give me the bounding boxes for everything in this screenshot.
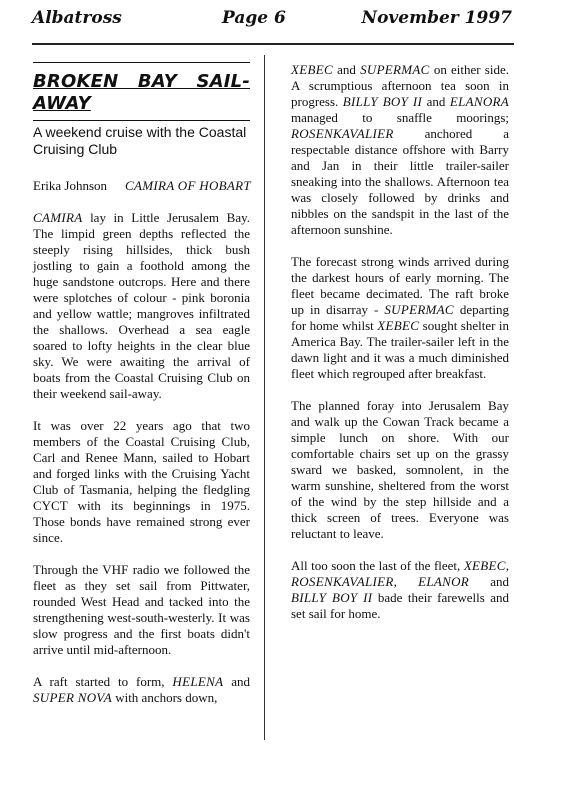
paragraph-text: All too soon the last of the fleet,: [291, 558, 464, 573]
boat-name: ROSENKAVALIER: [291, 126, 394, 141]
boat-name: XEBEC: [291, 62, 333, 77]
paragraph: The planned foray into Jerusalem Bay and walk up the Cowan Track became a simple lunch on shore. With our comfortable chairs set up on the grassy sward we basked, somnolent, in the warm sunshine, sheltered from the worst of the wind by the step hillside and a thick screen of trees. Everyone was reluctant to leave.: [291, 398, 509, 541]
paragraph-text: bade their farewells and set sail for home.: [291, 590, 509, 621]
article-subtitle: A weekend cruise with the Coastal Cruising Club: [33, 124, 247, 157]
paragraph: [33, 674, 250, 706]
header-rule: [32, 43, 514, 45]
paragraph-text: A raft started to form,: [33, 674, 173, 689]
newsletter-name: Albatross: [32, 8, 122, 28]
paragraph: [291, 558, 509, 622]
paragraph-text: ,: [505, 558, 509, 573]
boat-name: SUPER NOVA: [33, 690, 112, 705]
author-name: Erika Johnson: [33, 178, 108, 193]
paragraph-text: and: [422, 94, 450, 109]
boat-name: SUPERMAC: [360, 62, 430, 77]
paragraph-text: sought shelter in America Bay. The trailer-sailer left in the dawn light and it was a much diminished fleet which regrouped after breakfast.: [291, 318, 510, 381]
article-title: BROKEN BAY SAIL-AWAY: [33, 71, 250, 114]
paragraph-text: anchored a respectable distance offshore with Barry and Jan in their little trailer-sailer sneaking into the shallows. Afternoon tea was closely followed by drinks and nibbles on the sandspit in the last of the afternoon sunshine.: [291, 126, 509, 237]
paragraph: [33, 210, 250, 402]
boat-name: CAMIRA: [33, 210, 83, 225]
boat-name: XEBEC: [463, 558, 506, 573]
boat-name: BILLY BOY II: [291, 590, 373, 605]
page-header: [32, 8, 512, 32]
boat-name: ELANORA: [449, 94, 509, 109]
author-boat: CAMIRA OF HOBART: [125, 178, 251, 193]
boat-name: BILLY BOY II: [342, 94, 423, 109]
article-title-box: [33, 62, 250, 121]
paragraph: [291, 254, 509, 382]
paragraph: Through the VHF radio we followed the fleet as they set sail from Pittwater, rounded West Head and tacked into the strengthening west-south-westerly. It was slow progress and the first boats didn't arrive until mid-afternoon.: [33, 562, 250, 657]
boat-name: XEBEC: [377, 318, 420, 333]
boat-name: SUPERMAC: [384, 302, 454, 317]
paragraph-text: lay in Little Jerusalem Bay. The limpid green depths reflected the steeply rising hillsides, thick bush jostling to gain a foothold among the huge sandstone outcrops. Here and there were splotches of colour - pink boronia and yellow wattle; mangroves infiltrated the shallows. Overhead a sea eagle soared to lofty heights in the clear blue sky. We were awaiting the arrival of boats from the Coastal Cruising Club on their weekend sail-away.: [33, 210, 250, 401]
paragraph-text: managed to snaffle moorings;: [291, 110, 509, 125]
paragraph-text: ,: [393, 574, 419, 589]
boat-name: ROSENKAVALIER: [291, 574, 394, 589]
column-divider: [264, 55, 265, 740]
issue-date: November 1997: [361, 8, 512, 28]
paragraph-text: on either side. A scrumptious afternoon tea soon in progress.: [291, 62, 509, 109]
paragraph-text: and: [332, 62, 361, 77]
boat-name: HELENA: [172, 674, 224, 689]
byline: [33, 178, 250, 194]
left-column: [33, 58, 250, 722]
paragraph-text: and: [469, 574, 509, 589]
paragraph-text: The forecast strong winds arrived during the darkest hours of early morning. The fleet became decimated. The raft broke up in disarray -: [291, 254, 509, 317]
paragraph-text: with anchors down,: [111, 690, 218, 705]
paragraph: [291, 62, 509, 238]
right-column: [291, 62, 509, 638]
paragraph-text: departing for home whilst: [291, 302, 510, 333]
paragraph: It was over 22 years ago that two members of the Coastal Cruising Club, Carl and Renee Mann, sailed to Hobart and forged links with the Cruising Yacht Club of Tasmania, helping the fledgling CYCT with its beginnings in 1975. Those bonds have remained strong ever since.: [33, 418, 250, 545]
page-number: Page 6: [222, 8, 286, 28]
boat-name: ELANOR: [418, 574, 470, 589]
paragraph-text: and: [223, 674, 250, 689]
